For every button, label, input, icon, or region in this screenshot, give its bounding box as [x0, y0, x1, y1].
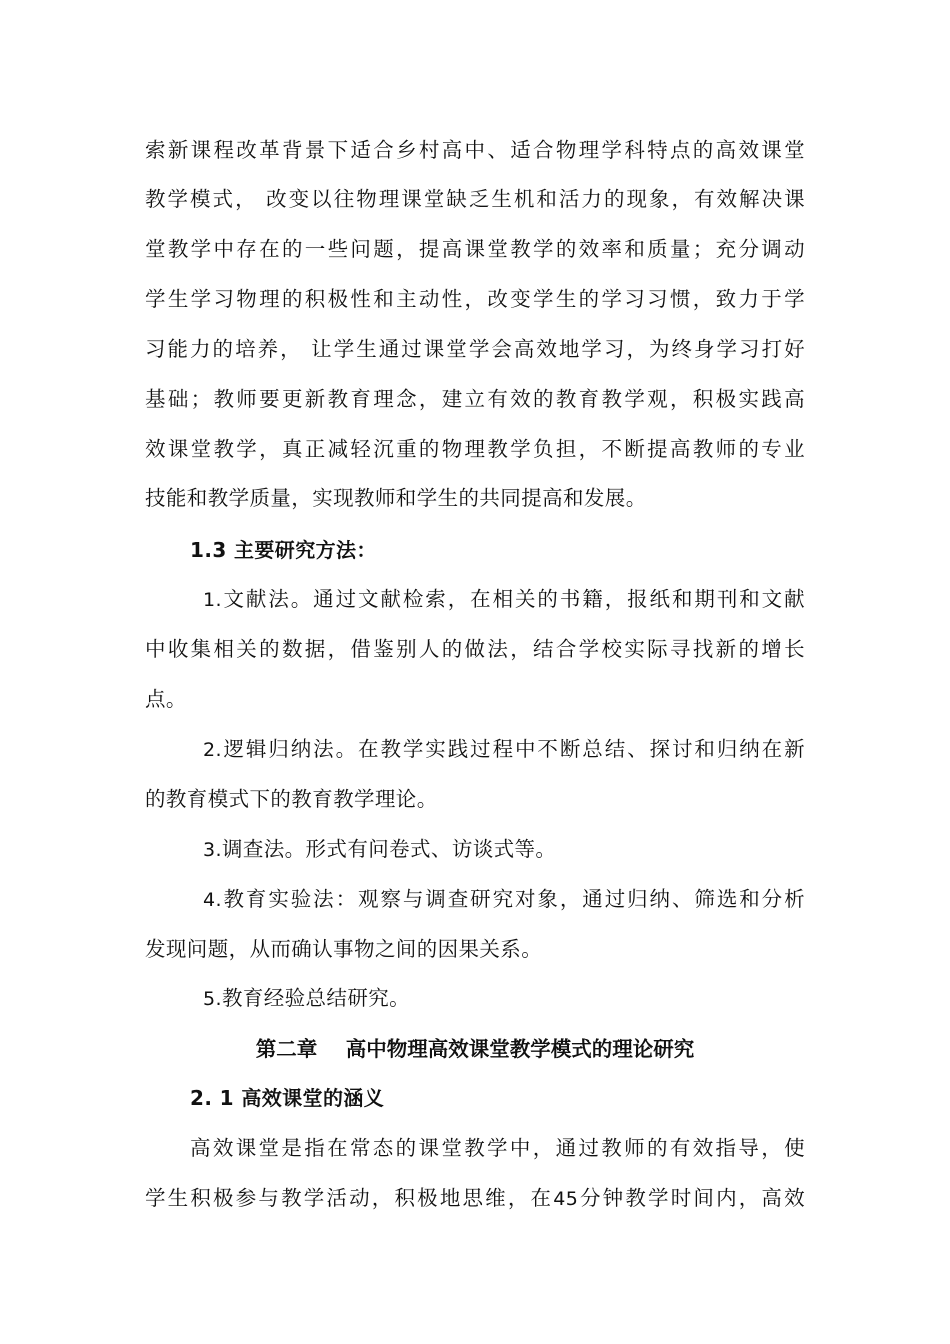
- paragraph-line: 发现问题，从而确认事物之间的因果关系。: [145, 937, 543, 961]
- method-text: 教育实验法：观察与调查研究对象，通过归纳、筛选和分析: [221, 887, 805, 911]
- method-item-4: [203, 886, 805, 913]
- method-item-3: [203, 836, 805, 863]
- paragraph-line: 高效课堂是指在常态的课堂教学中，通过教师的有效指导，使: [190, 1136, 805, 1160]
- paragraph-line: 堂教学中存在的一些问题，提高课堂教学的效率和质量；充分调动: [145, 237, 805, 261]
- method-item-1: [203, 586, 805, 613]
- paragraph-text: 学生积极参与教学活动，积极地思维，在: [145, 1186, 554, 1210]
- chapter-title: 第二章 高中物理高效课堂教学模式的理论研究: [255, 1037, 695, 1061]
- paragraph-line: 教学模式， 改变以往物理课堂缺乏生机和活力的现象，有效解决课: [145, 187, 805, 211]
- section-heading-2-1: 2. 1 高效课堂的涵义: [190, 1086, 385, 1110]
- method-text: 逻辑归纳法。在教学实践过程中不断总结、探讨和归纳在新: [221, 737, 805, 761]
- method-number: 2.: [203, 739, 222, 761]
- method-item-2: [203, 736, 805, 763]
- paragraph-line: 学生学习物理的积极性和主动性，改变学生的学习习惯，致力于学: [145, 287, 805, 311]
- paragraph-line: 点。: [145, 687, 187, 711]
- method-number: 4.: [203, 889, 222, 911]
- paragraph-line: 的教育模式下的教育教学理论。: [145, 787, 438, 811]
- method-text: 教育经验总结研究。: [221, 986, 411, 1010]
- paragraph-text: 分钟教学时间内，高效: [578, 1186, 806, 1210]
- section-heading-1-3: 1.3 主要研究方法：: [190, 538, 377, 562]
- method-number: 3.: [203, 839, 222, 861]
- paragraph-line: 中收集相关的数据，借鉴别人的做法，结合学校实际寻找新的增长: [145, 637, 805, 661]
- method-number: 1.: [203, 589, 222, 611]
- paragraph-line: 效课堂教学，真正减轻沉重的物理教学负担，不断提高教师的专业: [145, 437, 805, 461]
- minutes-number: 45: [553, 1188, 579, 1210]
- method-item-5: [203, 985, 805, 1012]
- paragraph-line: 基础；教师要更新教育理念，建立有效的教育教学观，积极实践高: [145, 387, 805, 411]
- paragraph-line: 习能力的培养， 让学生通过课堂学会高效地学习，为终身学习打好: [145, 337, 805, 361]
- paragraph-line: [145, 1185, 805, 1212]
- method-text: 文献法。通过文献检索，在相关的书籍，报纸和期刊和文献: [221, 587, 805, 611]
- method-text: 调查法。形式有问卷式、访谈式等。: [221, 837, 557, 861]
- paragraph-line: 索新课程改革背景下适合乡村高中、适合物理学科特点的高效课堂: [145, 138, 805, 162]
- method-number: 5.: [203, 988, 222, 1010]
- paragraph-line: 技能和教学质量，实现教师和学生的共同提高和发展。: [145, 486, 647, 510]
